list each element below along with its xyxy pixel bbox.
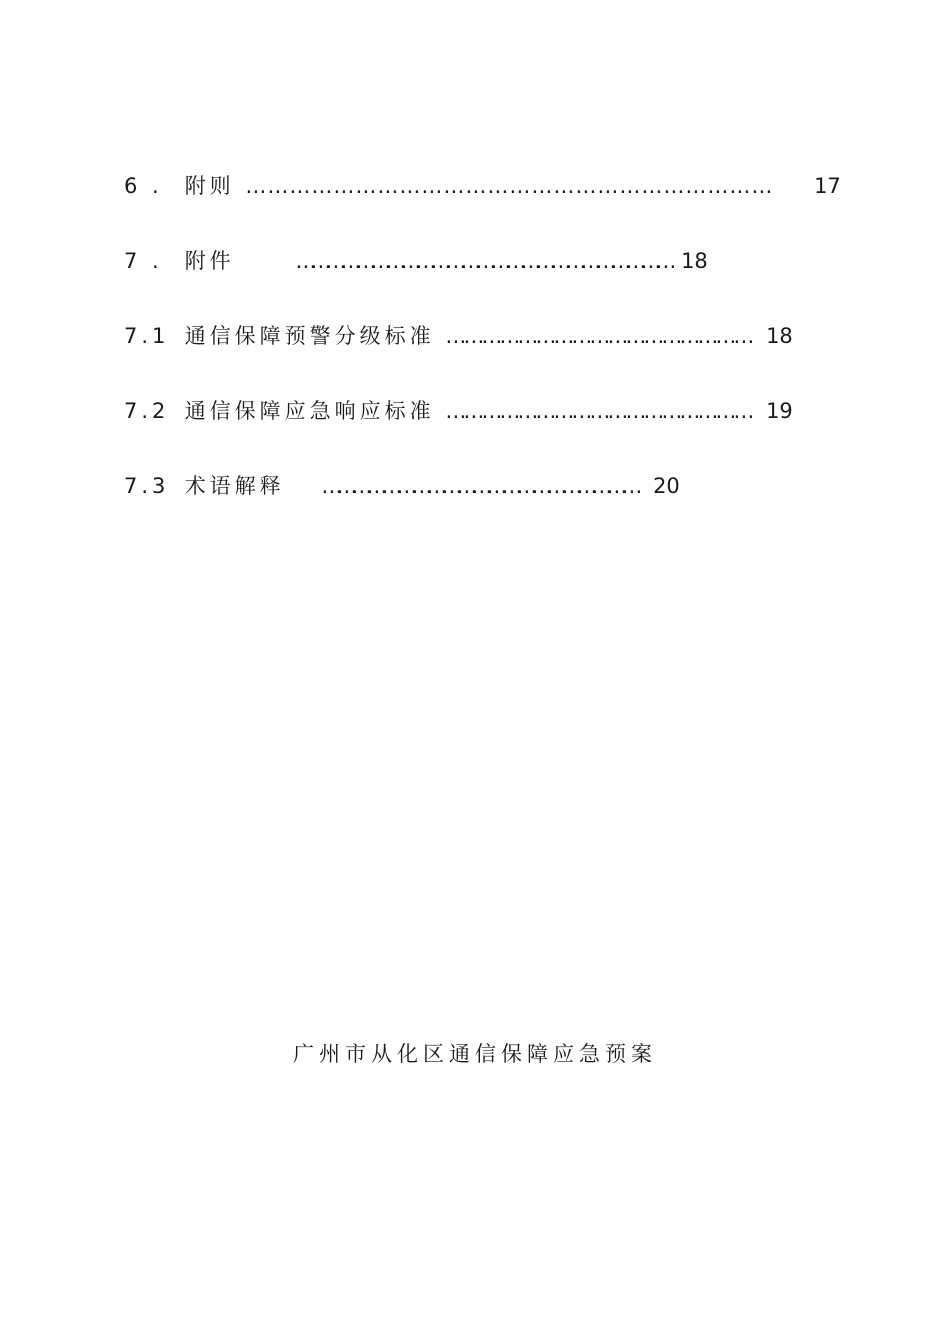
toc-leader-dots: ……………………………………………: [445, 399, 752, 423]
toc-title: 通信保障应急响应标准: [184, 399, 435, 423]
toc-title: 通信保障预警分级标准: [184, 324, 435, 348]
toc-page-number: 20: [653, 474, 680, 498]
toc-row-7-3[interactable]: [124, 470, 680, 500]
toc-number: 7 .: [124, 249, 163, 273]
toc-title: 术语解释: [184, 474, 285, 498]
toc-leader-dots: ……………………………………………: [445, 324, 752, 348]
toc-row-6[interactable]: [124, 170, 841, 200]
document-footer-title: 广州市从化区通信保障应急预案: [293, 1042, 657, 1066]
toc-row-7-1[interactable]: [124, 320, 793, 350]
toc-page-number: 18: [766, 324, 793, 348]
toc-number: 7.2: [124, 399, 170, 423]
toc-number: 6 .: [124, 174, 163, 198]
toc-number: 7.3: [124, 474, 170, 498]
toc-number: 7.1: [124, 324, 170, 348]
toc-title: 附则: [184, 174, 235, 198]
toc-title: 附件: [184, 249, 235, 273]
toc-leader-dots: ………………………………………………………: [321, 474, 637, 498]
toc-row-7[interactable]: [124, 245, 708, 275]
toc-leader-dots: …………………………………………………………………: [295, 249, 671, 273]
toc-page-number: 17: [814, 174, 841, 198]
toc-page-number: 19: [766, 399, 793, 423]
toc-leader-dots: ………………………………………………………………: [245, 174, 774, 198]
toc-page-number: 18: [681, 249, 708, 273]
toc-row-7-2[interactable]: [124, 395, 793, 425]
